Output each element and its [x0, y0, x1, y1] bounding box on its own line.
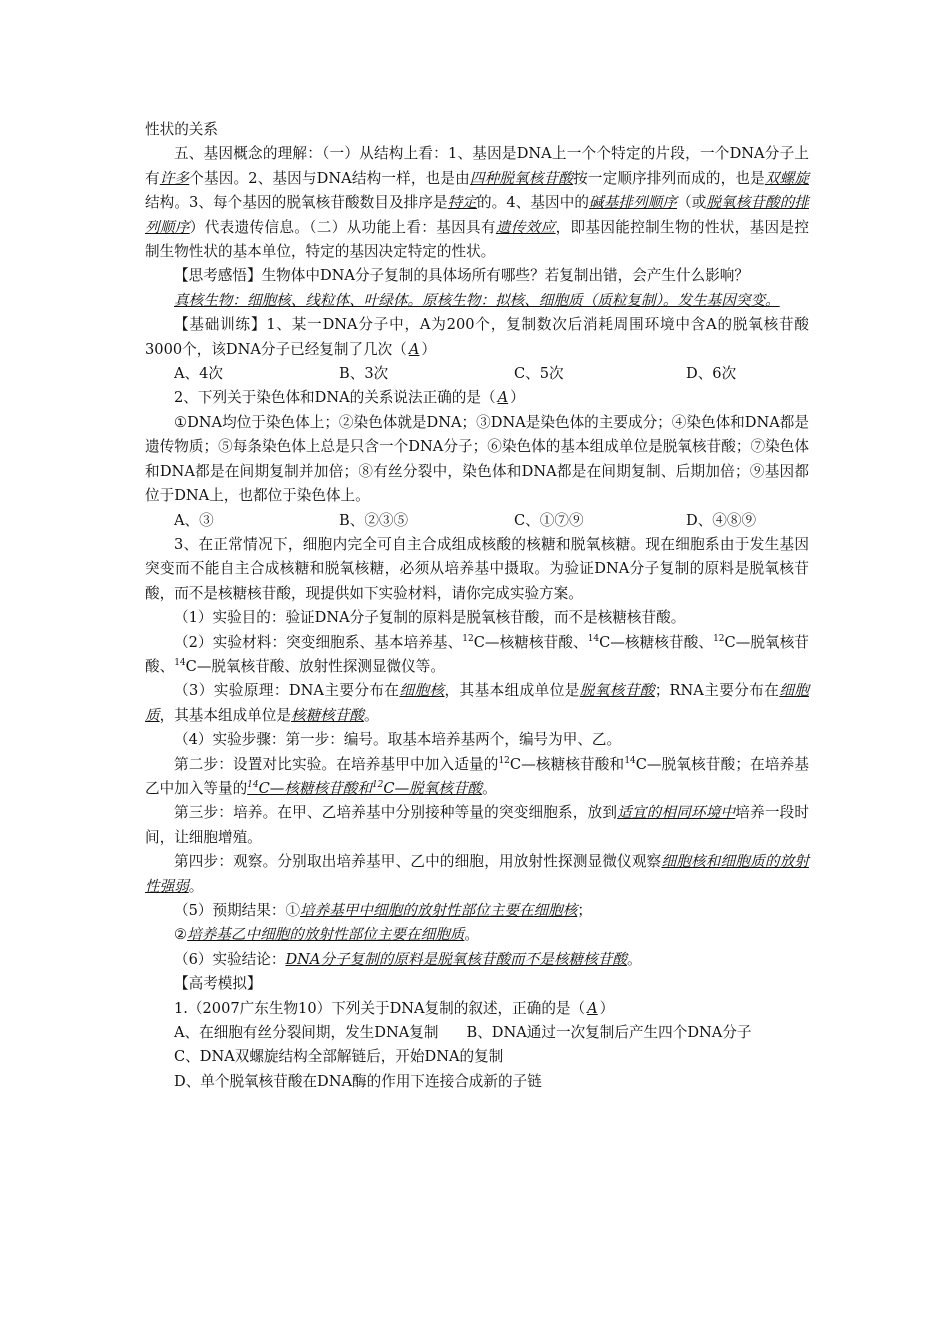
option-b: B、②③⑤	[339, 511, 409, 529]
exam-question-1	[145, 997, 809, 1021]
answer-fill: 核糖核苷酸	[290, 706, 364, 724]
option-c: C、①⑦⑨	[514, 511, 584, 529]
text: ，其基本组成单位是	[444, 682, 580, 700]
expected-result-1	[145, 899, 809, 923]
answer-fill: 细胞核和细胞质的放射性强弱	[145, 853, 809, 895]
text: 。	[363, 706, 379, 724]
think-answer	[145, 289, 809, 313]
basic-question-2	[145, 386, 809, 410]
text: C—核糖核苷酸、	[473, 633, 588, 651]
answer-choice: A	[587, 999, 598, 1017]
text: 五、基因概念的理解：（一）从结构上看：1、基因是DNA上一个个特定的片段，一个DNA分子上有	[145, 145, 809, 187]
text: ）	[421, 340, 437, 358]
answer-fill: 真核生物：细胞核、线粒体、叶绿体。原核生物：拟核、细胞质（质粒复制）。发生基因突变。	[174, 291, 780, 309]
text: ）代表遗传信息。（二）从功能上看：基因具有	[189, 218, 496, 236]
text: C—核糖核苷酸和	[509, 755, 625, 773]
document-page	[145, 118, 809, 1094]
question-2-statements: ①DNA均位于染色体上；②染色体就是DNA；③DNA是染色体的主要成分；④染色体和DNA都是遗传物质；⑤每条染色体上总是只含一个DNA分子；⑥染色体的基本组成单位是脱氧核苷酸；⑦染色体和DNA都是在间期复制并加倍；⑧有丝分裂中，染色体和DNA都是在间期复制、后期加倍；⑨基因都位于DNA上，也都位于染色体上。	[145, 413, 809, 505]
text: ，即基因能控制生物的性状，基因是控制生物性状的基本单位，特定的基因决定特定的性状。	[145, 218, 809, 261]
text: （2）实验材料：突变细胞系、基本培养基、	[174, 633, 463, 651]
text: （3）实验原理：DNA主要分布在	[174, 682, 400, 700]
experiment-step-3	[145, 801, 809, 850]
exam-option-d: D、单个脱氧核苷酸在DNA酶的作用下连接合成新的子链	[174, 1072, 542, 1090]
text: ②	[174, 926, 188, 944]
answer-fill: 培养基甲中细胞的放射性部位主要在细胞核	[300, 902, 578, 919]
experiment-conclusion	[145, 948, 809, 972]
isotope-number: 12	[462, 633, 474, 644]
text: 第四步：观察。分别取出培养基甲、乙中的细胞，用放射性探测显微仪观察	[174, 853, 662, 871]
text: C—核糖核苷酸、	[599, 633, 714, 651]
text: ；	[577, 902, 592, 919]
answer-fill: 细胞核	[399, 682, 445, 700]
option-d: D、6次	[686, 365, 737, 383]
option-a: A、在细胞有丝分裂间期，发生DNA复制	[174, 1024, 439, 1042]
answer-choice: A	[408, 340, 420, 358]
exam-options-ab	[145, 1021, 809, 1045]
text: （或	[677, 194, 707, 212]
isotope-number: 14	[624, 755, 636, 766]
text: C—脱氧核苷酸	[383, 779, 483, 797]
text: C—核糖核苷酸和	[258, 779, 372, 797]
gene-concept-paragraph	[145, 142, 809, 264]
answer-fill: 四种脱氧核苷酸	[469, 169, 574, 187]
isotope-number: 12	[498, 755, 510, 766]
isotope-number: 12	[713, 633, 725, 644]
experiment-step-2	[145, 753, 809, 802]
text: 。	[188, 877, 204, 895]
text: ；RNA主要分布在	[654, 682, 780, 700]
isotope-number: 14	[174, 658, 186, 669]
text: 2、下列关于染色体和DNA的关系说法正确的是（	[174, 389, 496, 407]
text: C—脱氧核苷酸；在培养基乙中加入等量的	[145, 755, 809, 797]
text: 按一定顺序排列而成的，也是	[573, 169, 765, 187]
text: 。	[482, 779, 497, 797]
text: 第二步：设置对比实验。在培养基甲中加入适量的	[174, 755, 499, 773]
isotope-number: 14	[587, 633, 600, 644]
text: 的。4、基因中的	[477, 194, 590, 212]
exam-option-c: C、DNA双螺旋结构全部解链后，开始DNA的复制	[174, 1048, 504, 1066]
answer-fill: 特定	[447, 194, 478, 212]
answer-choice: A	[497, 389, 509, 407]
answer-fill: DNA分子复制的原料是脱氧核苷酸而不是核糖核苷酸	[285, 950, 627, 968]
text: 。	[626, 950, 642, 968]
experiment-step-4	[145, 850, 809, 899]
option-a: A、4次	[174, 365, 224, 383]
answer-fill: 适宜的相同环境中	[617, 804, 736, 822]
question-1-options	[145, 362, 809, 386]
answer-fill: 许多	[159, 169, 190, 187]
text: （6）实验结论：	[174, 950, 286, 968]
think-question: 【思考感悟】生物体中DNA分子复制的具体场所有哪些？若复制出错，会产生什么影响？	[174, 267, 749, 285]
option-b: B、3次	[339, 365, 389, 383]
question-2-options	[145, 509, 809, 533]
option-c: C、5次	[514, 365, 564, 383]
text: 第三步：培养。在甲、乙培养基中分别接种等量的突变细胞系，放到	[174, 804, 618, 822]
text: 个基因。2、基因与DNA结构一样，也是由	[189, 169, 470, 187]
text: 培养一段时间，让细胞增殖。	[145, 804, 809, 846]
experiment-principle	[145, 679, 809, 728]
text: ，其基本组成单位是	[159, 706, 291, 724]
answer-fill	[247, 780, 482, 797]
text: ）	[510, 389, 525, 407]
answer-fill: 碱基排列顺序	[589, 194, 678, 212]
answer-fill: 脱氧核苷酸的排列顺序	[145, 194, 809, 236]
option-a: A、③	[174, 511, 214, 529]
expected-result-2	[145, 923, 809, 947]
experiment-step-1: （4）实验步骤：第一步：编号。取基本培养基两个，编号为甲、乙。	[174, 731, 622, 749]
answer-fill: 脱氧核苷酸	[579, 682, 655, 700]
answer-fill: 遗传效应	[495, 218, 556, 236]
answer-fill: 细胞质	[145, 682, 809, 724]
exam-section-title: 【高考模拟】	[174, 975, 262, 993]
answer-fill: 双螺旋	[764, 169, 809, 187]
isotope-number: 14	[247, 780, 259, 791]
text: C—脱氧核苷酸、放射性探测显微仪等。	[185, 657, 445, 675]
option-b: B、DNA通过一次复制后产生四个DNA分子	[466, 1024, 752, 1042]
answer-fill: 培养基乙中细胞的放射性部位主要在细胞质	[187, 926, 465, 944]
text: 。	[464, 926, 479, 944]
text: 1.（2007广东生物10）下列关于DNA复制的叙述，正确的是（	[174, 999, 586, 1017]
option-d: D、④⑧⑨	[686, 511, 757, 529]
heading-tail: 性状的关系	[145, 121, 218, 138]
experiment-materials	[145, 631, 809, 680]
text: C—脱氧核苷酸、	[145, 633, 810, 675]
basic-question-3: 3、在正常情况下，细胞内完全可自主合成组成核酸的核糖和脱氧核糖。现在细胞系由于发生基因突变而不能自主合成核糖和脱氧核糖，必须从培养基中摄取。为验证DNA分子复制的原料是脱氧核苷酸，而不是核糖核苷酸，现提供如下实验材料，请你完成实验方案。	[145, 535, 809, 602]
text: （5）预期结果：①	[174, 902, 301, 919]
text: 【基础训练】1、某一DNA分子中，A为200个，复制数次后消耗周围环境中含A的脱氧核苷酸3000个，该DNA分子已经复制了几次（	[145, 316, 809, 358]
experiment-purpose: （1）实验目的：验证DNA分子复制的原料是脱氧核苷酸，而不是核糖核苷酸。	[174, 609, 686, 627]
basic-question-1	[145, 313, 809, 362]
text: ）	[599, 999, 615, 1017]
text: 结构。3、每个基因的脱氧核苷酸数目及排序是	[145, 194, 448, 212]
isotope-number: 12	[371, 780, 384, 791]
